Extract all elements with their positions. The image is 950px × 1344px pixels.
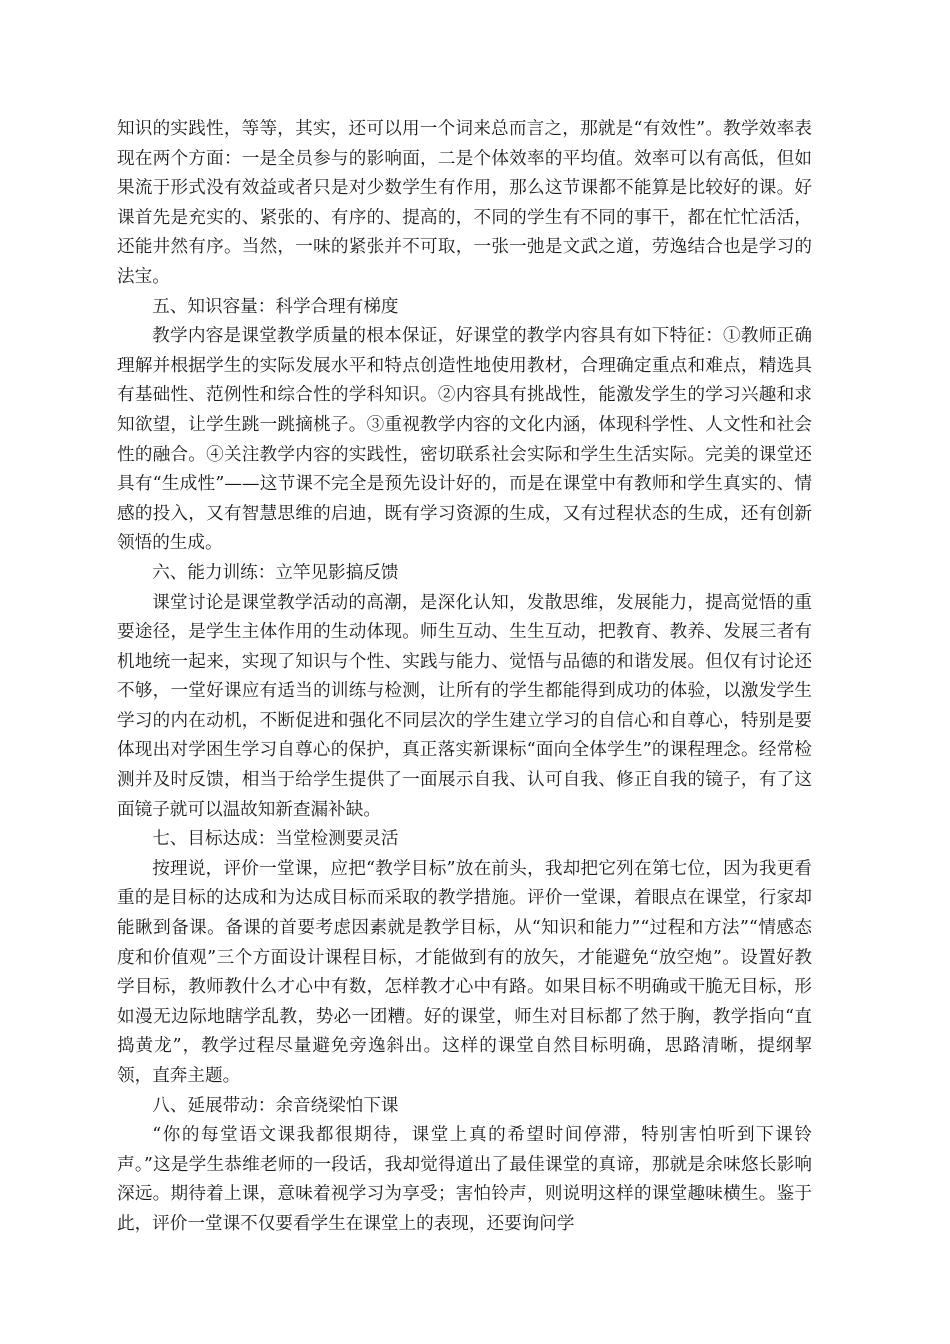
section-heading-ability-training: 六、能力训练：立竿见影搞反馈: [152, 562, 399, 583]
section-heading-goal-achievement: 七、目标达成：当堂检测要灵活: [152, 829, 399, 850]
paragraph-classroom-discussion: 课堂讨论是课堂教学活动的高潮，是深化认知，发散思维，发展能力，提高觉悟的重要途径，是学生主体作用的生动体现。师生互动、生生互动，把教育、教养、发展三者有机地统一起来，实现了知识与个性、实践与能力、觉悟与品德的和谐发展。但仅有讨论还不够，一堂好课应有适当的训练与检测，让所有的学生都能得到成功的体验，以激发学生学习的内在动机，不断促进和强化不同层次的学生建立学习的自信心和自尊心，特别是要体现出对学困生学习自尊心的保护，真正落实新课标“面向全体学生”的课程理念。经常检测并及时反馈，相当于给学生提供了一面展示自我、认可自我、修正自我的镜子，有了这面镜子就可以温故知新查漏补缺。: [117, 592, 812, 820]
section-heading-extension: 八、延展带动：余音绕梁怕下课: [152, 1095, 399, 1116]
paragraph-teaching-goals: 按理说，评价一堂课，应把“教学目标”放在前头，我却把它列在第七位，因为我更看重的是目标的达成和为达成目标而采取的教学措施。评价一堂课，着眼点在课堂，行家却能瞅到备课。备课的首要考虑因素就是教学目标，从“知识和能力”“过程和方法”“情感态度和价值观”三个方面设计课程目标，才能做到有的放矢，才能避免“放空炮”。设置好教学目标，教师教什么才心中有数，怎样教才心中有路。如果目标不明确或干脆无目标，形如漫无边际地瞎学乱教，势必一团糟。好的课堂，师生对目标都了然于胸，教学指向“直捣黄龙”，教学过程尽量避免旁逸斜出。这样的课堂自然目标明确，思路清晰，提纲挈领，直奔主题。: [117, 858, 812, 1086]
paragraph-effectiveness-continued: 知识的实践性，等等，其实，还可以用一个词来总而言之，那就是“有效性”。教学效率表现在两个方面：一是全员参与的影响面，二是个体效率的平均值。效率可以有高低，但如果流于形式没有效益或者只是对少数学生有作用，那么这节课都不能算是比较好的课。好课首先是充实的、紧张的、有序的、提高的，不同的学生有不同的事干，都在忙忙活活，还能井然有序。当然，一味的紧张并不可取，一张一弛是文武之道，劳逸结合也是学习的法宝。: [117, 119, 812, 287]
section-heading-knowledge-capacity: 五、知识容量：科学合理有梯度: [152, 296, 399, 317]
paragraph-teaching-content: 教学内容是课堂教学质量的根本保证，好课堂的教学内容具有如下特征：①教师正确理解并根据学生的实际发展水平和特点创造性地使用教材，合理确定重点和难点，精选具有基础性、范例性和综合性的学科知识。②内容具有挑战性，能激发学生的学习兴趣和求知欲望，让学生跳一跳摘桃子。③重视教学内容的文化内涵，体现科学性、人文性和社会性的融合。④关注教学内容的实践性，密切联系社会实际和学生生活实际。完美的课堂还具有“生成性”——这节课不完全是预先设计好的，而是在课堂中有教师和学生真实的、情感的投入，又有智慧思维的启迪，既有学习资源的生成，又有过程状态的生成，还有创新领悟的生成。: [117, 326, 812, 554]
paragraph-lingering-interest: “你的每堂语文课我都很期待，课堂上真的希望时间停滞，特别害怕听到下课铃声。”这是学生恭维老师的一段话，我却觉得道出了最佳课堂的真谛，那就是余味悠长影响深远。期待着上课，意味着视学习为享受；害怕铃声，则说明这样的课堂趣味横生。鉴于此，评价一堂课不仅要看学生在课堂上的表现，还要询问学: [117, 1125, 812, 1234]
document-page: [117, 115, 812, 1240]
